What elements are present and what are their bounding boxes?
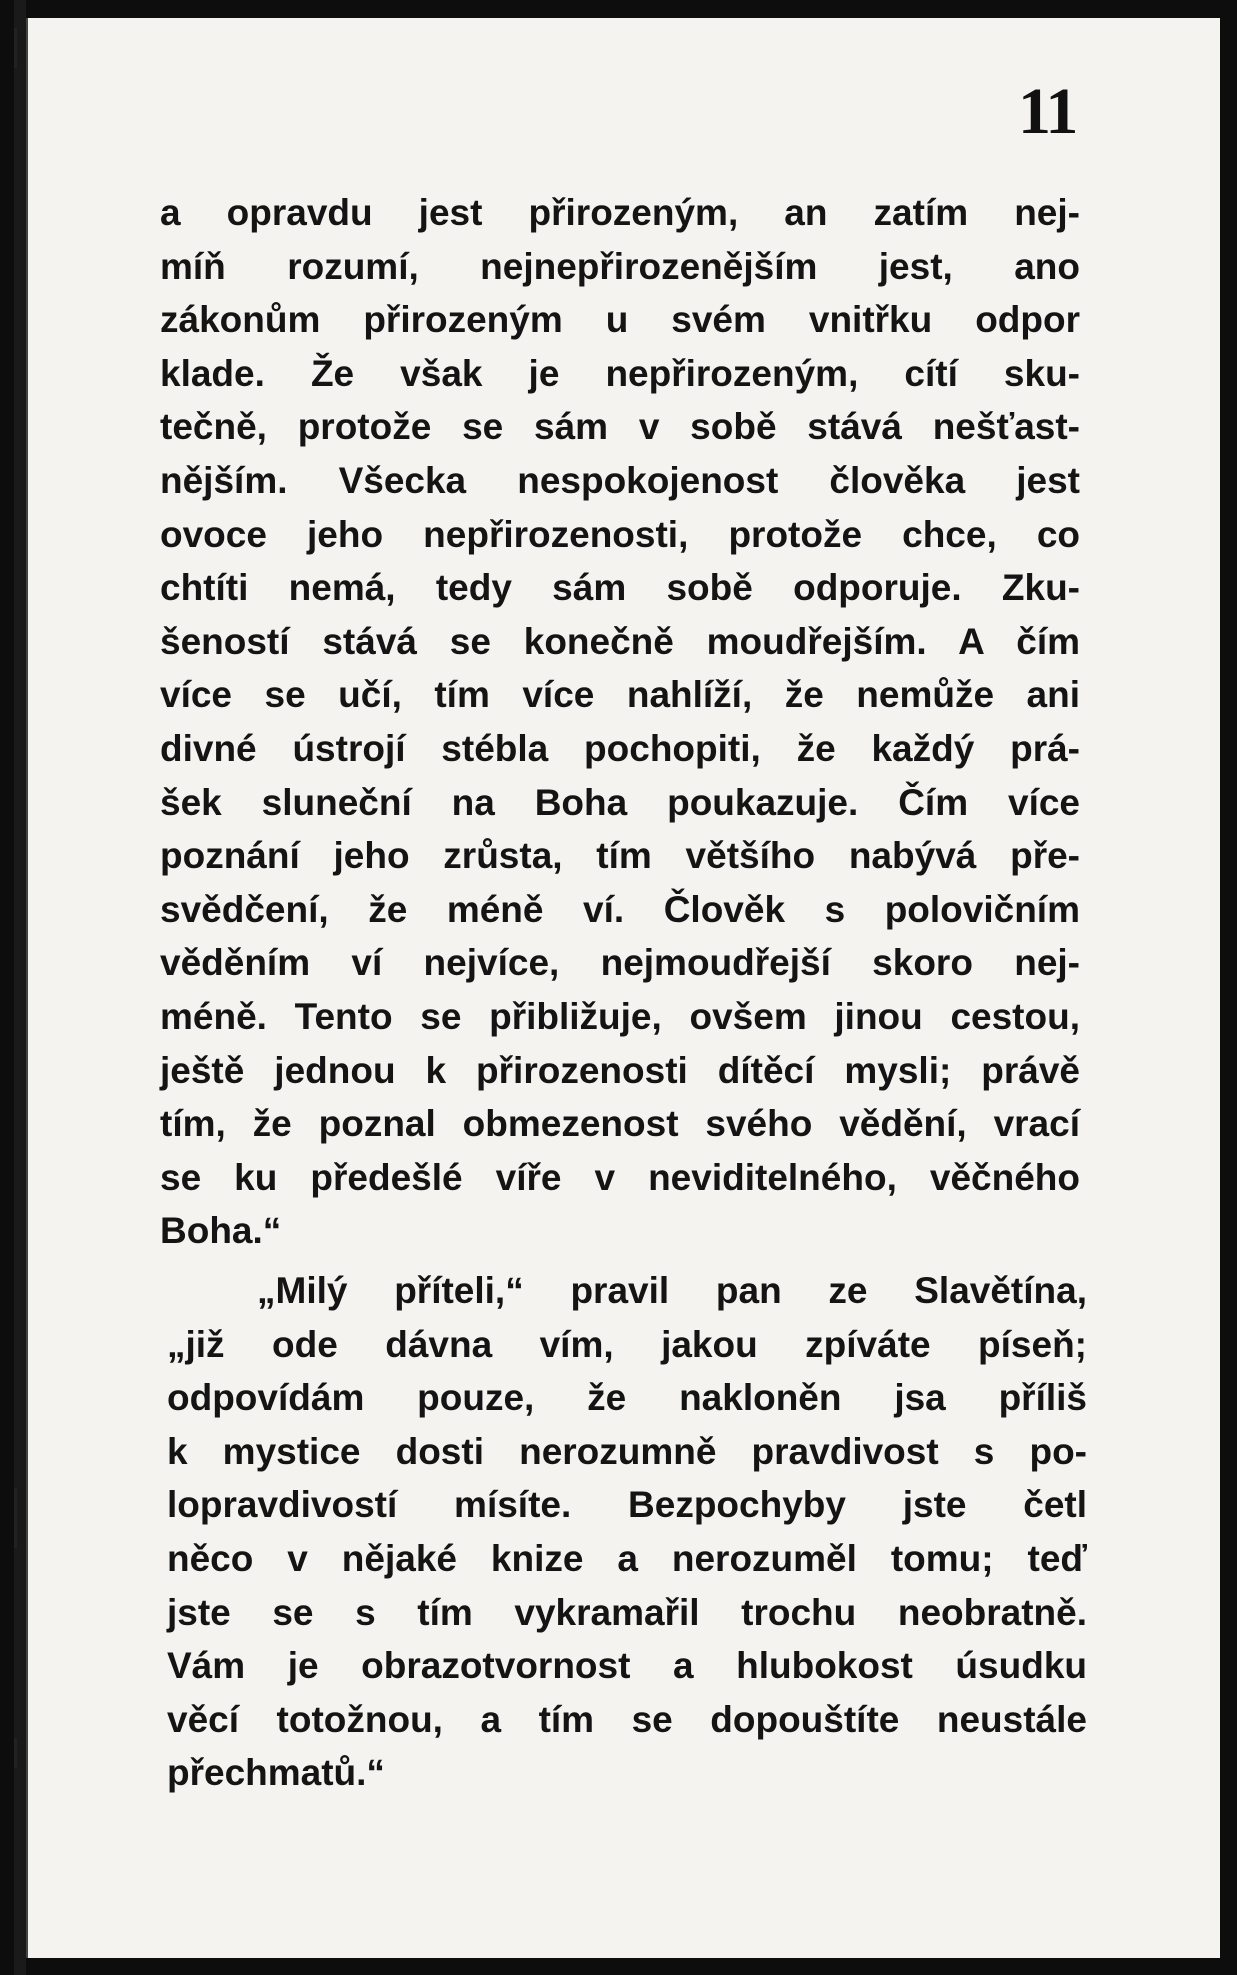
margin-mark <box>14 1738 17 1768</box>
text-line: Vám je obrazotvornost a hlubokost úsudku <box>167 1645 1087 1687</box>
text-line: více se učí, tím více nahlíží, že nemůže ani <box>160 674 1080 716</box>
text-line: ještě jednou k přirozenosti dítěcí mysli; právě <box>160 1049 1080 1091</box>
text-line: věcí totožnou, a tím se dopouštíte neustále <box>167 1698 1087 1740</box>
text-line: jste se s tím vykramařil trochu neobratně. <box>167 1591 1087 1633</box>
text-line: a opravdu jest přirozeným, an zatím nej- <box>160 192 1080 233</box>
text-line: klade. Že však je nepřirozeným, cítí sku- <box>160 352 1080 394</box>
text-line: „již ode dávna vím, jakou zpíváte píseň; <box>167 1323 1087 1365</box>
page-number: 11 <box>1018 75 1077 148</box>
text-line: šek sluneční na Boha poukazuje. Čím více <box>160 781 1080 823</box>
text-line: věděním ví nejvíce, nejmoudřejší skoro nej- <box>160 942 1080 984</box>
text-line: něco v nějaké knize a nerozuměl tomu; teď <box>167 1537 1087 1579</box>
binding-edge <box>14 0 26 1975</box>
margin-mark <box>14 28 17 68</box>
text-line: „Milý příteli,“ pravil pan ze Slavětína, <box>257 1270 1087 1311</box>
text-line: ovoce jeho nepřirozenosti, protože chce, co <box>160 513 1080 555</box>
text-line: lopravdivostí mísíte. Bezpochyby jste četl <box>167 1484 1087 1526</box>
paragraph-1 <box>160 186 1080 1258</box>
text-line: míň rozumí, nejnepřirozenějším jest, ano <box>160 245 1080 287</box>
text-line: se ku předešlé víře v neviditelného, věčného <box>160 1156 1080 1198</box>
text-line: odpovídám pouze, že nakloněn jsa příliš <box>167 1377 1087 1419</box>
text-line: poznání jeho zrůsta, tím většího nabývá pře- <box>160 835 1080 877</box>
text-line: nějším. Všecka nespokojenost člověka jest <box>160 459 1080 501</box>
text-line: tím, že poznal obmezenost svého vědění, vrací <box>160 1103 1080 1145</box>
margin-mark <box>14 1488 17 1548</box>
text-line: méně. Tento se přibližuje, ovšem jinou cestou, <box>160 995 1080 1037</box>
text-line: tečně, protože se sám v sobě stává nešťast- <box>160 406 1080 448</box>
text-line: přechmatů.“ <box>167 1752 385 1794</box>
text-line: svědčení, že méně ví. Člověk s polovičním <box>160 888 1080 930</box>
paragraph-2 <box>167 1264 1087 1800</box>
text-line: Boha.“ <box>160 1210 282 1252</box>
text-line: zákonům přirozeným u svém vnitřku odpor <box>160 299 1080 341</box>
text-line: k mystice dosti nerozumně pravdivost s po- <box>167 1430 1087 1472</box>
text-line: chtíti nemá, tedy sám sobě odporuje. Zku- <box>160 567 1080 609</box>
text-line: divné ústrojí stébla pochopiti, že každý prá- <box>160 727 1080 769</box>
text-line: šeností stává se konečně moudřejším. A čím <box>160 620 1080 662</box>
